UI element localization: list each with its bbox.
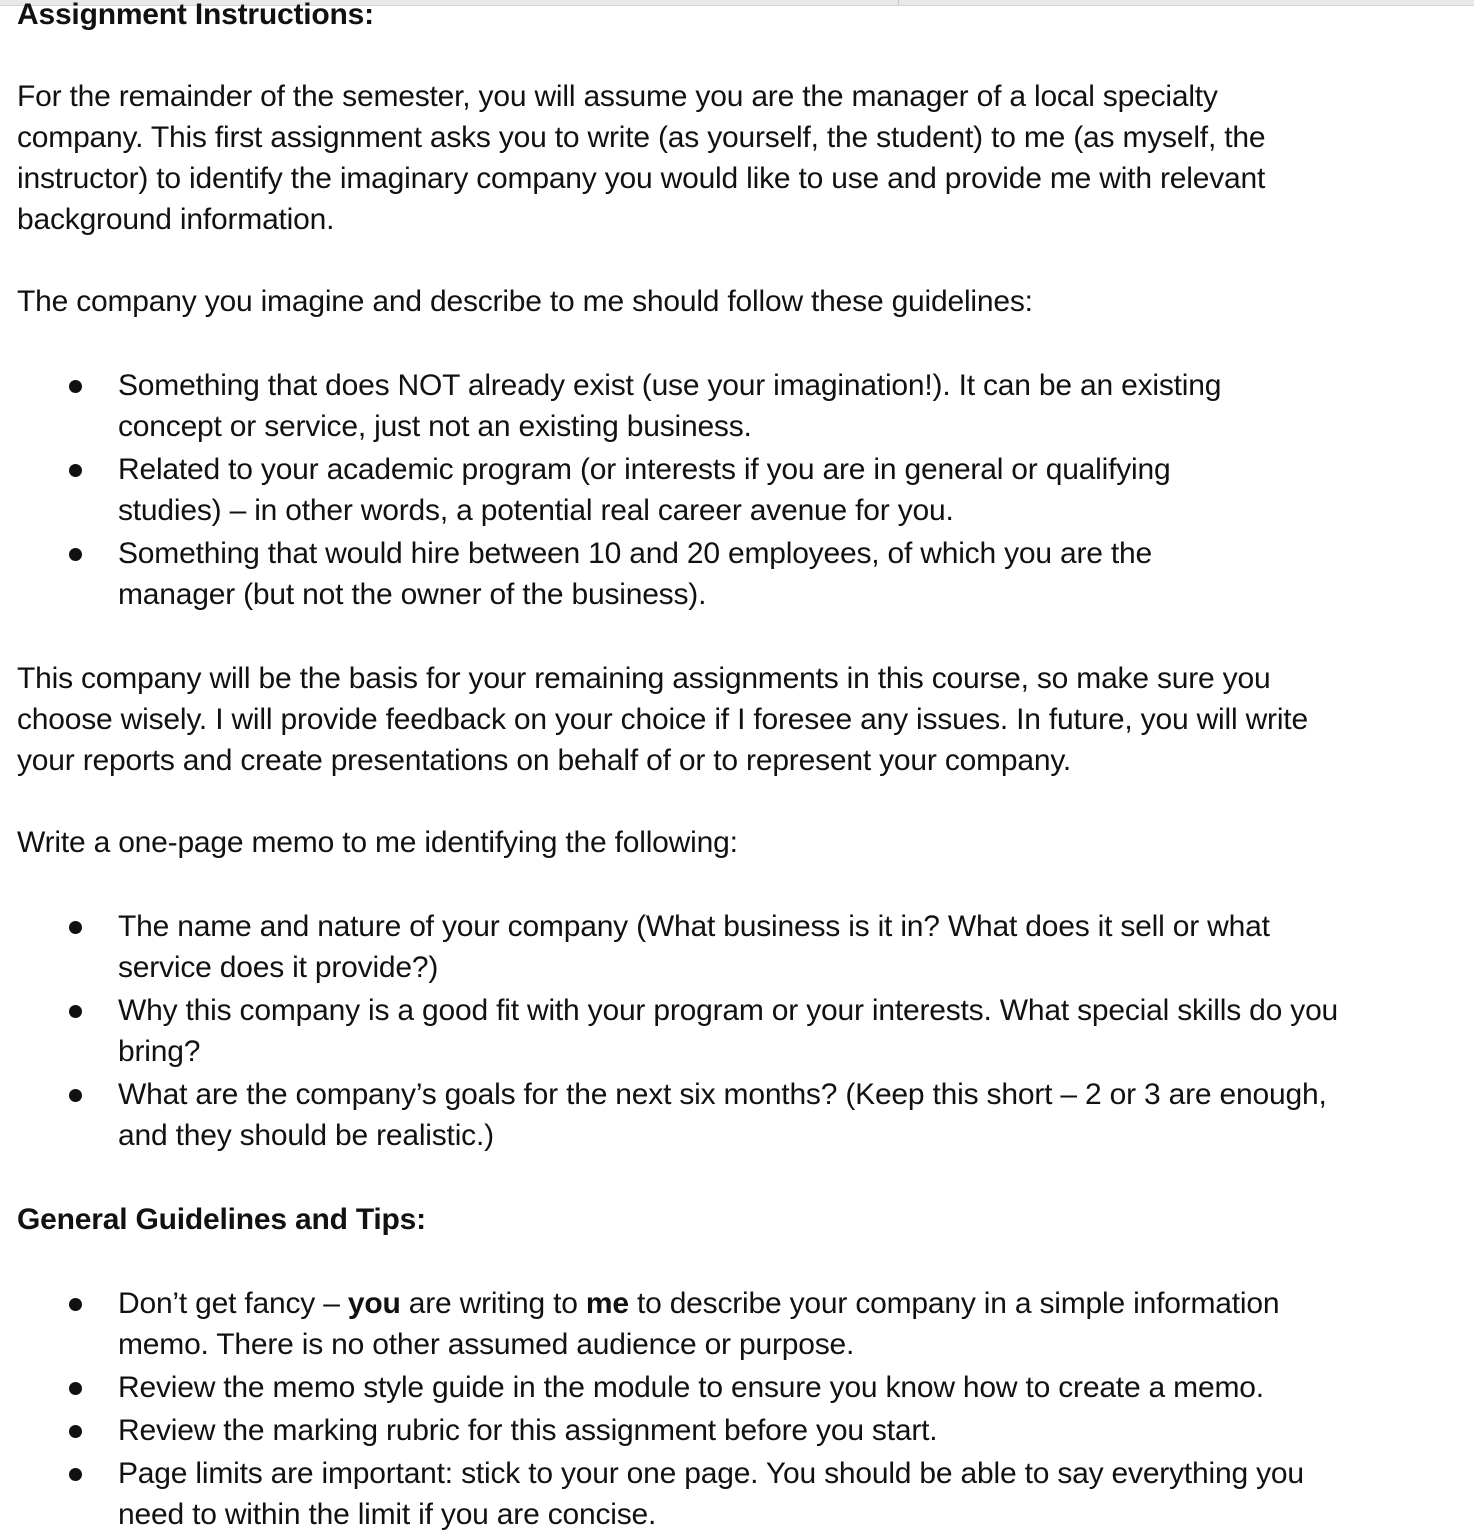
- list-item-text: Review the memo style guide in the module to ensure you know how to create a memo.: [118, 1371, 1264, 1404]
- list-item-text: Why this company is a good fit with your program or your interests. What special skills do you bring?: [118, 994, 1339, 1068]
- spacer: [17, 781, 1457, 822]
- list-item-text: Related to your academic program (or interests if you are in general or qualifying studies) – in other words, a potential real career avenue for you.: [118, 453, 1171, 527]
- spacer: [17, 240, 1457, 281]
- bullet-icon: [69, 1425, 82, 1438]
- bullet-icon: [69, 1298, 82, 1311]
- bullet-icon: [69, 1005, 82, 1018]
- guidelines-list: [17, 365, 1277, 615]
- general-guidelines-heading: General Guidelines and Tips:: [17, 1203, 426, 1236]
- spacer: [17, 1158, 1457, 1199]
- tip-bold-me: me: [585, 1287, 629, 1320]
- intro-paragraph: For the remainder of the semester, you will assume you are the manager of a local specialty company. This first assignment asks you to write (as yourself, the student) to me (as myself, the instructor) to identify the imaginary company you would like to use and provide me with relevant background information.: [17, 80, 1266, 236]
- bullet-icon: [69, 464, 82, 477]
- tip-text-part: to describe your company in a simple information memo. There is no other assumed audience or purpose.: [118, 1287, 1280, 1361]
- list-item-text: Review the marking rubric for this assignment before you start.: [118, 1414, 938, 1447]
- document-body: [17, 0, 1457, 1537]
- tip-bold-you: you: [347, 1287, 401, 1320]
- basis-paragraph: This company will be the basis for your remaining assignments in this course, so make sure you choose wisely. I will provide feedback on your choice if I foresee any issues. In future, you will write your reports and create presentations on behalf of or to represent your company.: [17, 662, 1308, 777]
- assignment-instructions-heading: Assignment Instructions:: [17, 0, 374, 31]
- list-item-text: The name and nature of your company (What business is it in? What does it sell or what service does it provide?): [118, 910, 1270, 984]
- spacer: [17, 1240, 1457, 1283]
- memo-items-list: [17, 906, 1342, 1156]
- bullet-icon: [69, 921, 82, 934]
- bullet-icon: [69, 1468, 82, 1481]
- bullet-icon: [69, 1382, 82, 1395]
- list-item: [17, 533, 1277, 615]
- list-item: [17, 1074, 1342, 1156]
- tips-list: [17, 1283, 1357, 1535]
- spacer: [17, 322, 1457, 365]
- guidelines-lead: The company you imagine and describe to me should follow these guidelines:: [17, 285, 1033, 318]
- list-item: [17, 1410, 1357, 1451]
- list-item: [17, 365, 1277, 447]
- bullet-icon: [69, 1089, 82, 1102]
- list-item: [17, 1367, 1357, 1408]
- tip-text-part: are writing to: [400, 1287, 586, 1320]
- list-item: [17, 1453, 1357, 1535]
- list-item: [17, 449, 1277, 531]
- list-item-text: Something that does NOT already exist (use your imagination!). It can be an existing concept or service, just not an existing business.: [118, 369, 1222, 443]
- list-item: [17, 990, 1342, 1072]
- list-item-text: What are the company’s goals for the next six months? (Keep this short – 2 or 3 are enough, and they should be realistic.): [118, 1078, 1327, 1152]
- spacer: [17, 35, 1457, 76]
- bullet-icon: [69, 548, 82, 561]
- bullet-icon: [69, 380, 82, 393]
- list-item: [17, 1283, 1357, 1365]
- list-item-text: Something that would hire between 10 and 20 employees, of which you are the manager (but not the owner of the business).: [118, 537, 1153, 611]
- tip-text-part: Don’t get fancy –: [118, 1287, 348, 1320]
- list-item: [17, 906, 1342, 988]
- spacer: [17, 617, 1457, 658]
- memo-lead: Write a one-page memo to me identifying the following:: [17, 826, 738, 859]
- list-item-text: Page limits are important: stick to your one page. You should be able to say everything you need to within the limit if you are concise.: [118, 1457, 1304, 1531]
- spacer: [17, 863, 1457, 906]
